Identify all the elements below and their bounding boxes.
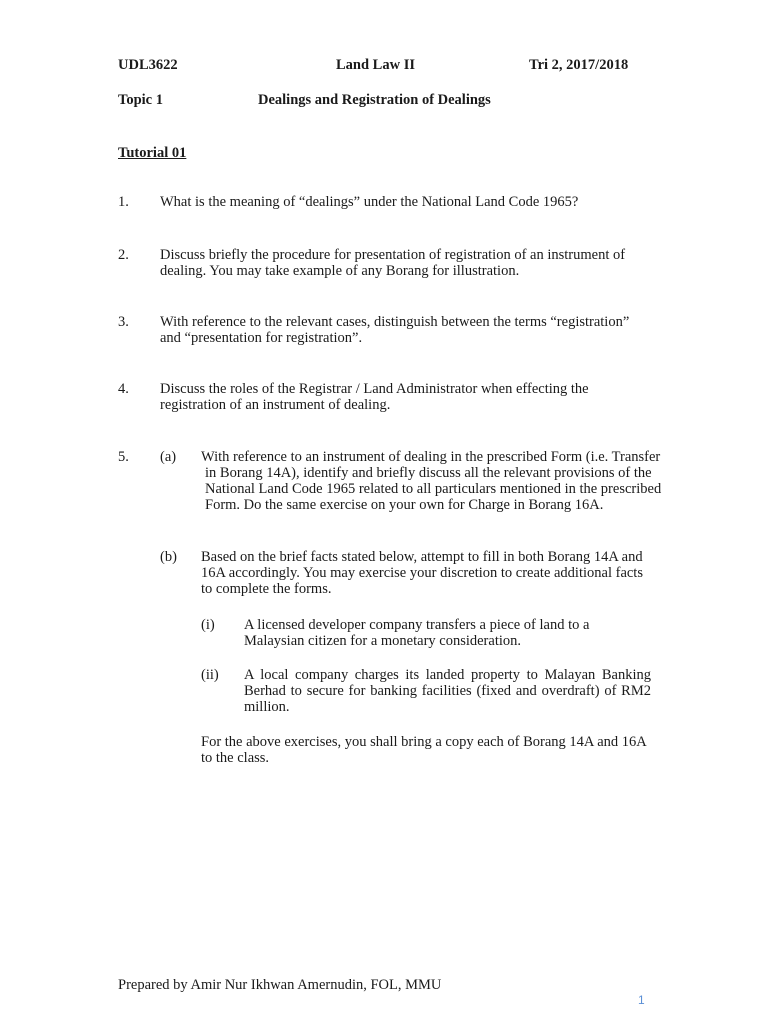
item-text: A licensed developer company transfers a piece of land to a (244, 617, 590, 633)
question-text: registration of an instrument of dealing. (160, 397, 391, 413)
question-number: 5. (118, 449, 129, 465)
sub-question-label: (b) (160, 549, 177, 565)
question-number: 4. (118, 381, 129, 397)
tutorial-title: Tutorial 01 (118, 145, 187, 161)
item-label: (ii) (201, 667, 219, 683)
question-text: dealing. You may take example of any Borang for illustration. (160, 263, 520, 279)
topic-title: Dealings and Registration of Dealings (258, 92, 491, 108)
question-text: Discuss the roles of the Registrar / Land Administrator when effecting the (160, 381, 589, 397)
question-text: Based on the brief facts stated below, attempt to fill in both Borang 14A and (201, 549, 643, 565)
item-text: Malaysian citizen for a monetary consideration. (244, 633, 522, 649)
question-number: 3. (118, 314, 129, 330)
question-number: 2. (118, 247, 129, 263)
question-text: With reference to the relevant cases, distinguish between the terms “registration” (160, 314, 630, 330)
course-code: UDL3622 (118, 57, 178, 73)
question-text: Discuss briefly the procedure for presentation of registration of an instrument of (160, 247, 626, 263)
question-text: National Land Code 1965 related to all particulars mentioned in the prescribed (205, 481, 662, 497)
question-text: 16A accordingly. You may exercise your discretion to create additional facts (201, 565, 643, 581)
note-text: For the above exercises, you shall bring a copy each of Borang 14A and 16A (201, 734, 647, 750)
topic-label: Topic 1 (118, 92, 163, 108)
item-text: million. (244, 699, 290, 715)
question-text: and “presentation for registration”. (160, 330, 363, 346)
note-text: to the class. (201, 750, 270, 766)
item-text: Berhad to secure for banking facilities (fixed and overdraft) of RM2 (244, 683, 651, 699)
question-text: With reference to an instrument of dealing in the prescribed Form (i.e. Transfer (201, 449, 661, 465)
sub-question-label: (a) (160, 449, 177, 465)
course-title: Land Law II (336, 57, 415, 73)
item-text: A local company charges its landed property to Malayan Banking (244, 667, 651, 683)
question-text: What is the meaning of “dealings” under the National Land Code 1965? (160, 194, 579, 210)
term: Tri 2, 2017/2018 (529, 57, 629, 73)
prepared-by: Prepared by Amir Nur Ikhwan Amernudin, FOL, MMU (118, 977, 442, 993)
question-number: 1. (118, 194, 129, 210)
item-label: (i) (201, 617, 215, 633)
question-text: Form. Do the same exercise on your own for Charge in Borang 16A. (205, 497, 604, 513)
question-text: in Borang 14A), identify and briefly discuss all the relevant provisions of the (205, 465, 652, 481)
question-text: to complete the forms. (201, 581, 332, 597)
page-number: 1 (638, 993, 645, 1007)
